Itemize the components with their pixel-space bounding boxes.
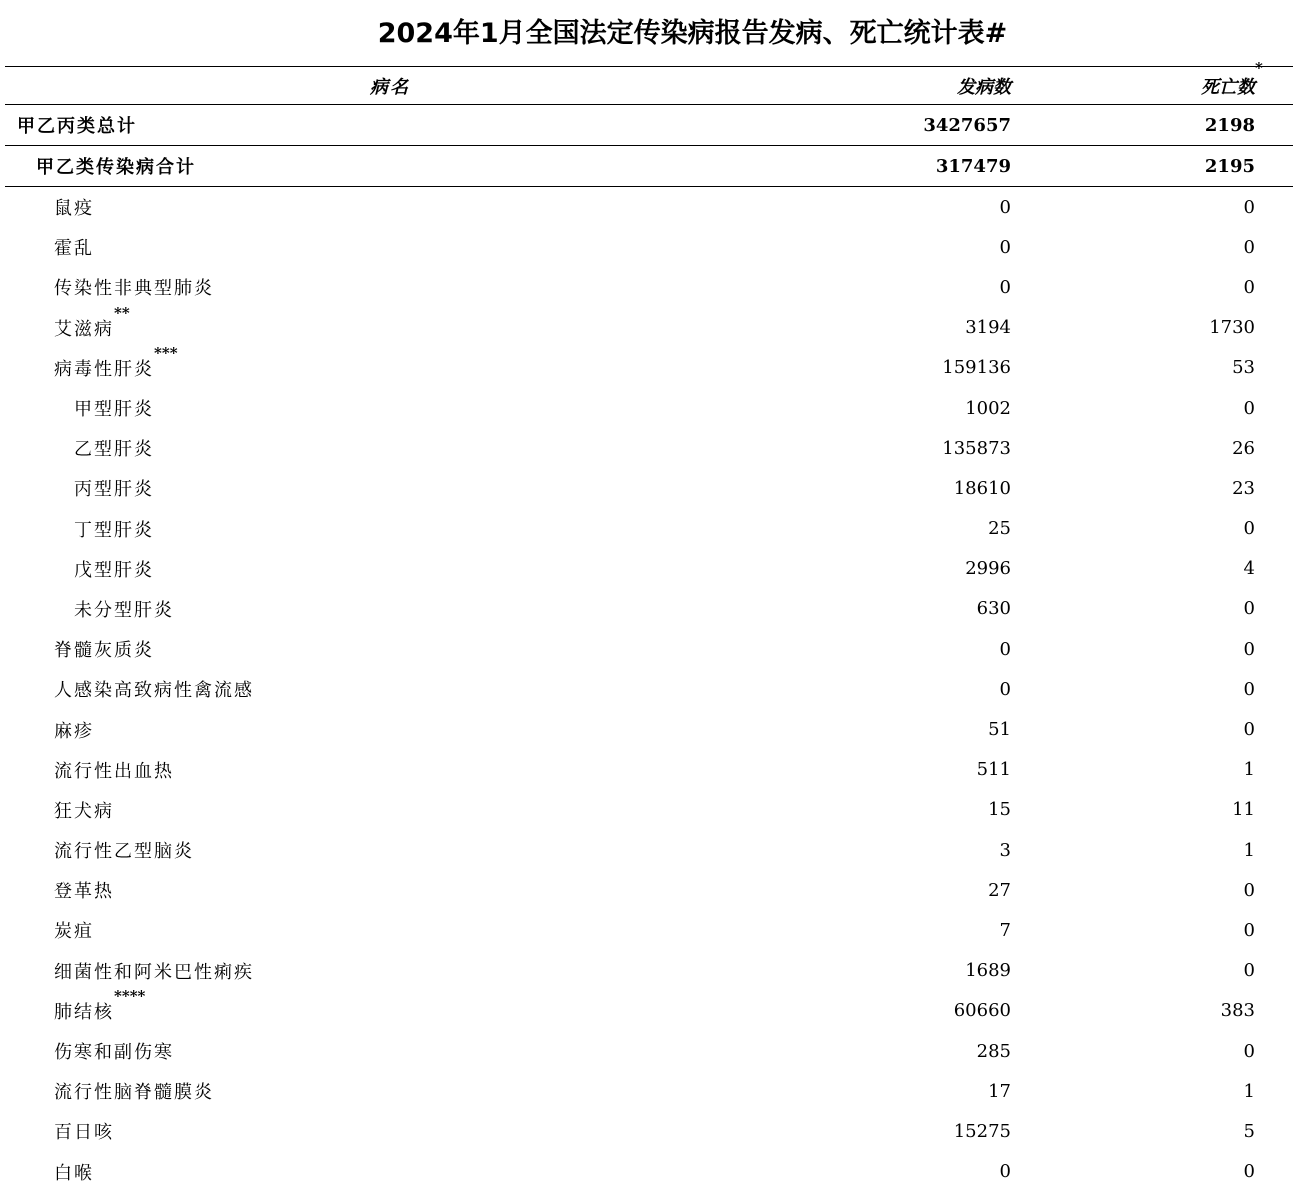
table-row bbox=[5, 910, 1293, 950]
cases-value: 51 bbox=[988, 719, 1011, 741]
disease-name-label: 狂犬病 bbox=[54, 800, 114, 822]
disease-name-label: 艾滋病 bbox=[54, 318, 114, 340]
table-row bbox=[5, 709, 1293, 749]
total-name: 甲乙丙类总计 bbox=[17, 116, 137, 137]
disease-name-label: 白喉 bbox=[54, 1162, 94, 1184]
table-row bbox=[5, 669, 1293, 709]
cases-value: 511 bbox=[976, 759, 1011, 781]
table-row bbox=[5, 750, 1293, 790]
deaths-value: 4 bbox=[1243, 558, 1255, 580]
total-deaths: 2198 bbox=[1204, 114, 1255, 136]
footnote-mark: **** bbox=[114, 986, 146, 1005]
disease-name bbox=[54, 986, 146, 1031]
deaths-value: 0 bbox=[1243, 960, 1255, 982]
table-row bbox=[5, 870, 1293, 910]
disease-name-label: 乙型肝炎 bbox=[74, 439, 154, 461]
cases-value: 3 bbox=[999, 839, 1011, 861]
disease-name bbox=[54, 669, 254, 709]
cases-value: 0 bbox=[999, 638, 1011, 660]
disease-name-label: 病毒性肝炎 bbox=[54, 358, 154, 380]
disease-name-label: 百日咳 bbox=[54, 1122, 114, 1144]
cases-value: 18610 bbox=[953, 477, 1011, 499]
disease-name bbox=[54, 750, 174, 790]
deaths-value: 0 bbox=[1243, 1161, 1255, 1183]
table-row bbox=[5, 303, 1293, 348]
disease-name bbox=[54, 870, 114, 910]
total-row bbox=[5, 105, 1293, 146]
cases-value: 159136 bbox=[942, 357, 1011, 379]
cases-value: 0 bbox=[999, 236, 1011, 258]
header-name: 病名 bbox=[370, 76, 410, 98]
disease-name bbox=[54, 227, 94, 267]
deaths-value: 0 bbox=[1243, 196, 1255, 218]
table-row bbox=[5, 227, 1293, 267]
disease-name bbox=[54, 1111, 114, 1151]
cases-value: 2996 bbox=[965, 558, 1011, 580]
deaths-value: 0 bbox=[1243, 518, 1255, 540]
disease-name-label: 登革热 bbox=[54, 881, 114, 903]
disease-name bbox=[54, 951, 254, 991]
disease-name bbox=[74, 509, 154, 549]
cases-value: 1002 bbox=[965, 397, 1011, 419]
table-row bbox=[5, 790, 1293, 830]
disease-name-label: 丁型肝炎 bbox=[74, 519, 154, 541]
disease-name-label: 鼠疫 bbox=[54, 198, 94, 220]
disease-name bbox=[74, 589, 174, 629]
cases-value: 17 bbox=[988, 1080, 1011, 1102]
table-row bbox=[5, 343, 1293, 388]
subtotal-cases: 317479 bbox=[935, 155, 1011, 177]
cases-value: 15 bbox=[988, 799, 1011, 821]
cases-value: 25 bbox=[988, 518, 1011, 540]
table-row bbox=[5, 267, 1293, 307]
cases-value: 0 bbox=[999, 196, 1011, 218]
disease-name bbox=[74, 468, 154, 508]
footnote-mark: *** bbox=[154, 343, 178, 362]
disease-name-label: 麻疹 bbox=[54, 720, 94, 742]
deaths-value: 0 bbox=[1243, 678, 1255, 700]
deaths-value: 0 bbox=[1243, 919, 1255, 941]
deaths-value: 0 bbox=[1243, 638, 1255, 660]
deaths-value: 23 bbox=[1232, 477, 1255, 499]
disease-name bbox=[54, 790, 114, 830]
disease-name-label: 甲型肝炎 bbox=[74, 399, 154, 421]
page-title: 2024年1月全国法定传染病报告发病、死亡统计表# bbox=[377, 18, 1008, 49]
disease-name bbox=[54, 1071, 214, 1111]
cases-value: 1689 bbox=[965, 960, 1011, 982]
disease-name-label: 脊髓灰质炎 bbox=[54, 640, 154, 662]
disease-name-label: 霍乱 bbox=[54, 238, 94, 260]
cases-value: 3194 bbox=[965, 317, 1011, 339]
cases-value: 60660 bbox=[953, 1000, 1011, 1022]
disease-name bbox=[54, 709, 94, 749]
deaths-value: 53 bbox=[1232, 357, 1255, 379]
table-row bbox=[5, 986, 1293, 1031]
disease-name-label: 炭疽 bbox=[54, 921, 94, 943]
disease-name bbox=[54, 629, 154, 669]
table-row bbox=[5, 509, 1293, 549]
deaths-value: 0 bbox=[1243, 276, 1255, 298]
deaths-value: 5 bbox=[1243, 1120, 1255, 1142]
disease-name bbox=[54, 343, 178, 388]
deaths-value: 0 bbox=[1243, 598, 1255, 620]
cases-value: 135873 bbox=[942, 437, 1011, 459]
disease-name bbox=[54, 303, 130, 348]
disease-name bbox=[74, 428, 154, 468]
table-row bbox=[5, 549, 1293, 589]
disease-name bbox=[54, 187, 94, 227]
deaths-value: 1 bbox=[1243, 1080, 1255, 1102]
deaths-value: 1730 bbox=[1209, 317, 1255, 339]
cases-value: 0 bbox=[999, 678, 1011, 700]
disease-name-label: 戊型肝炎 bbox=[74, 559, 154, 581]
disease-name-label: 人感染高致病性禽流感 bbox=[54, 680, 254, 702]
header-deaths-label: 死亡数 bbox=[1201, 76, 1255, 98]
disease-name-label: 流行性脑脊髓膜炎 bbox=[54, 1082, 214, 1104]
cases-value: 0 bbox=[999, 276, 1011, 298]
table-header-row bbox=[5, 58, 1293, 105]
disease-name bbox=[54, 1031, 174, 1071]
deaths-value: 0 bbox=[1243, 236, 1255, 258]
deaths-value: 383 bbox=[1220, 1000, 1255, 1022]
deaths-value: 0 bbox=[1243, 879, 1255, 901]
cases-value: 0 bbox=[999, 1161, 1011, 1183]
cases-value: 7 bbox=[999, 919, 1011, 941]
cases-value: 15275 bbox=[953, 1120, 1011, 1142]
table-row bbox=[5, 1111, 1293, 1151]
deaths-value: 1 bbox=[1243, 759, 1255, 781]
table-row bbox=[5, 468, 1293, 508]
deaths-value: 0 bbox=[1243, 1040, 1255, 1062]
cases-value: 630 bbox=[976, 598, 1011, 620]
disease-name-label: 未分型肝炎 bbox=[74, 599, 174, 621]
table-row bbox=[5, 951, 1293, 991]
table-row bbox=[5, 830, 1293, 870]
subtotal-name: 甲乙类传染病合计 bbox=[36, 157, 196, 178]
table-row bbox=[5, 428, 1293, 468]
disease-name bbox=[74, 388, 154, 428]
table-row bbox=[5, 1071, 1293, 1111]
disease-name bbox=[54, 910, 94, 950]
subtotal-row bbox=[5, 146, 1293, 187]
table-row bbox=[5, 1152, 1293, 1192]
table-row bbox=[5, 629, 1293, 669]
deaths-value: 1 bbox=[1243, 839, 1255, 861]
table-row bbox=[5, 388, 1293, 428]
table-row bbox=[5, 187, 1293, 227]
disease-name-label: 丙型肝炎 bbox=[74, 479, 154, 501]
header-cases: 发病数 bbox=[957, 76, 1011, 98]
deaths-value: 0 bbox=[1243, 397, 1255, 419]
cases-value: 285 bbox=[976, 1040, 1011, 1062]
statistics-table bbox=[5, 58, 1293, 1192]
cases-value: 27 bbox=[988, 879, 1011, 901]
disease-name-label: 流行性乙型脑炎 bbox=[54, 841, 194, 863]
disease-name-label: 肺结核 bbox=[54, 1001, 114, 1023]
disease-rows bbox=[5, 187, 1293, 1192]
deaths-value: 26 bbox=[1232, 437, 1255, 459]
total-cases: 3427657 bbox=[923, 114, 1011, 136]
table-row bbox=[5, 1031, 1293, 1071]
header-deaths-footnote-mark: * bbox=[1255, 58, 1263, 77]
disease-name bbox=[54, 267, 214, 307]
disease-name bbox=[54, 830, 194, 870]
header-deaths bbox=[1201, 58, 1263, 104]
deaths-value: 11 bbox=[1232, 799, 1255, 821]
subtotal-deaths: 2195 bbox=[1204, 155, 1255, 177]
disease-name-label: 细菌性和阿米巴性痢疾 bbox=[54, 961, 254, 983]
disease-name-label: 伤寒和副伤寒 bbox=[54, 1042, 174, 1064]
disease-name bbox=[74, 549, 154, 589]
disease-name-label: 传染性非典型肺炎 bbox=[54, 278, 214, 300]
footnote-mark: ** bbox=[114, 303, 130, 322]
table-row bbox=[5, 589, 1293, 629]
deaths-value: 0 bbox=[1243, 719, 1255, 741]
disease-name bbox=[54, 1152, 94, 1192]
disease-name-label: 流行性出血热 bbox=[54, 760, 174, 782]
